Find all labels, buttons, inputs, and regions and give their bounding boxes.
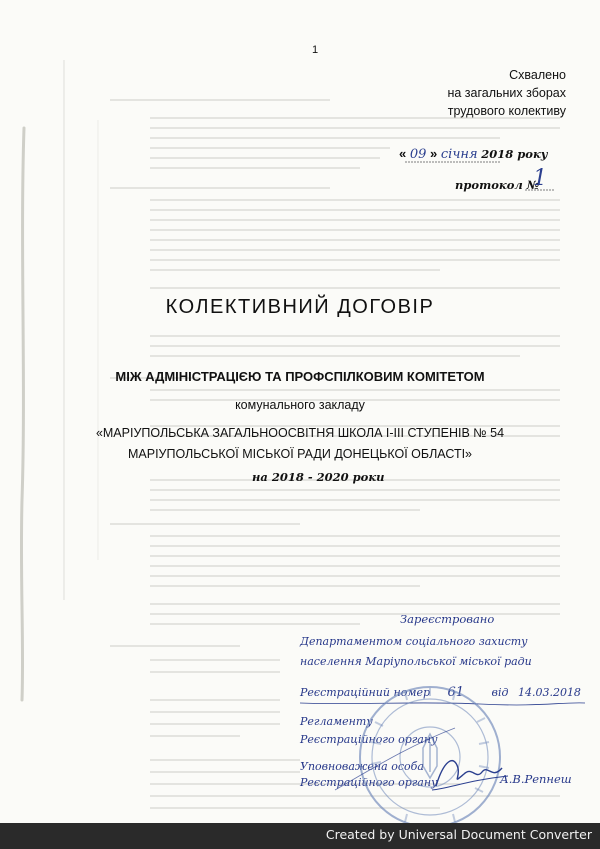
date-year: 2018 року bbox=[481, 147, 548, 161]
registration-date-label: від bbox=[491, 686, 509, 699]
registration-number-label: Реєстраційний номер bbox=[300, 686, 430, 699]
date-close-quote: » bbox=[430, 146, 438, 161]
approval-line-3: трудового колективу bbox=[447, 104, 566, 118]
approval-line-2: на загальних зборах bbox=[447, 86, 566, 100]
registration-date: 14.03.2018 bbox=[517, 686, 581, 699]
converter-note: Created by Universal Document Converter bbox=[325, 827, 592, 842]
date-day-handwritten: 09 bbox=[409, 147, 427, 162]
converter-footer bbox=[0, 823, 600, 849]
registration-line-1: Департаментом соціального захисту bbox=[300, 635, 528, 648]
registration-signer-label: Регламенту bbox=[300, 715, 373, 728]
date-open-quote: « bbox=[399, 146, 407, 161]
registration-line-2: населення Маріупольської міської ради bbox=[300, 655, 532, 668]
protocol-underline bbox=[525, 188, 555, 192]
registration-auth-label: Уповноважена особа bbox=[300, 760, 424, 773]
title-line-3: «МАРІУПОЛЬСЬКА ЗАГАЛЬНООСВІТНЯ ШКОЛА І-ІІІ СТУПЕНІВ № 54 bbox=[95, 426, 505, 440]
title-line-4: МАРІУПОЛЬСЬКОЇ МІСЬКОЇ РАДИ ДОНЕЦЬКОЇ ОБЛАСТІ» bbox=[127, 447, 473, 461]
document-period: на 2018 - 2020 роки bbox=[252, 470, 385, 484]
page-number: 1 bbox=[312, 44, 319, 56]
protocol-number-handwritten: 1 bbox=[533, 166, 547, 191]
registration-heading: Зареєстровано bbox=[400, 612, 495, 626]
date-month-handwritten: січня bbox=[440, 147, 478, 162]
date-underline bbox=[405, 160, 500, 164]
signature-strokes bbox=[330, 720, 460, 800]
registration-number: 61 bbox=[447, 685, 465, 700]
approval-line-1: Схвалено bbox=[509, 68, 566, 82]
registration-auth-label-2: Реєстраційного органу bbox=[300, 776, 438, 789]
signer-name: А.В.Репнеш bbox=[500, 772, 572, 786]
registration-signer-label-2: Реєстраційного органу bbox=[300, 733, 438, 746]
protocol-label: протокол № bbox=[455, 178, 540, 192]
document-title: КОЛЕКТИВНИЙ ДОГОВІР bbox=[165, 296, 435, 318]
title-line-2: комунального закладу bbox=[235, 398, 365, 412]
title-line-1: МІЖ АДМІНІСТРАЦІЄЮ ТА ПРОФСПІЛКОВИМ КОМІТЕТОМ bbox=[115, 369, 485, 384]
